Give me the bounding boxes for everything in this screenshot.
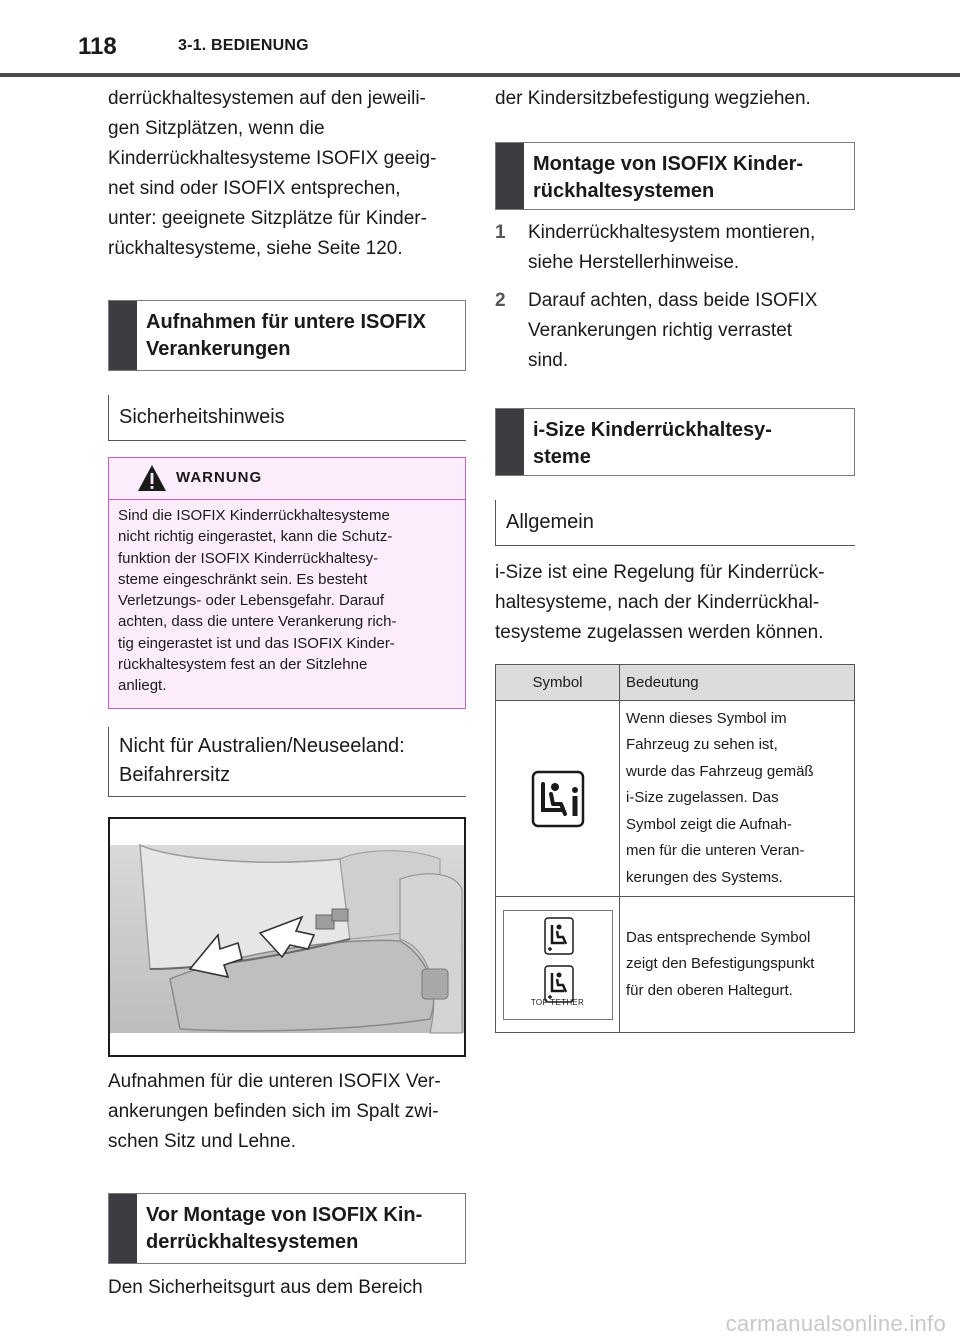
section-title-line: Verankerungen [146,338,291,360]
section-title-line: Montage von ISOFIX Kinder- [533,153,804,175]
column-header-meaning: Bedeutung [620,665,855,701]
caption-paragraph [108,1067,466,1157]
text-line: unter: geeignete Sitzplätze für Kinder- [108,208,427,229]
table-row [496,897,855,1033]
section-bar [109,301,137,370]
top-tether-anchor-icon [544,917,574,955]
text-line: gen Sitzplätzen, wenn die [108,118,325,139]
text-line: i-Size ist eine Regelung für Kinderrück- [495,562,825,583]
text-line: Aufnahmen für die unteren ISOFIX Ver- [108,1070,441,1092]
cell-line: Wenn dieses Symbol im [626,709,787,727]
step-line: Kinderrückhaltesystem montieren, [528,222,816,243]
cell-line: kerungen des Systems. [626,868,783,886]
cell-line: zeigt den Befestigungspunkt [626,955,815,973]
text-line: Kinderrückhaltesysteme ISOFIX geeig- [108,148,437,169]
warning-line: achten, dass die untere Verankerung rich- [118,613,397,631]
section-bar [496,143,524,209]
warning-line: Sind die ISOFIX Kinderrückhaltesysteme [118,507,390,524]
subheading-general: Allgemein [495,500,855,546]
section-heading-isize [495,408,855,476]
step-number: 1 [495,222,506,243]
section-title-line: steme [533,446,591,468]
warning-line: rückhaltesystem fest an der Sitzlehne [118,656,368,674]
chapter-title: 3-1. BEDIENUNG [178,37,309,54]
column-header-symbol: Symbol [496,665,620,701]
warning-line: tig eingerastet ist und das ISOFIX Kinder- [118,634,395,652]
meaning-cell [620,897,855,1033]
section-title-line: Vor Montage von ISOFIX Kin- [146,1203,423,1226]
header-rule [0,73,960,77]
section-title-line: rückhaltesystemen [533,180,715,202]
right-column [495,84,855,1033]
section-title-line: derrückhaltesystemen [146,1230,359,1253]
step-item [495,218,855,278]
cell-line: men für die unteren Veran- [626,842,805,860]
section-bar [496,409,524,475]
bottom-paragraph: Den Sicherheitsgurt aus dem Bereich [108,1276,423,1298]
intro-paragraph [108,84,466,264]
page-number: 118 [78,33,117,60]
warning-triangle-icon [137,464,167,492]
step-line: Darauf achten, dass beide ISOFIX [528,290,818,311]
warning-line: steme eingeschränkt sein. Es besteht [118,570,368,588]
mounting-steps [495,218,855,376]
top-tether-symbol-frame [503,910,613,1020]
text-line: haltesysteme, nach der Kinderrückhal- [495,592,820,613]
continued-paragraph: der Kindersitzbefestigung wegziehen. [495,88,811,109]
section-heading-isofix-anchors [108,300,466,371]
warning-title: WARNUNG [176,469,263,486]
section-bar [109,1194,137,1263]
isize-paragraph [495,558,855,648]
cell-line: Symbol zeigt die Aufnah- [626,815,792,833]
warning-line: Verletzungs- oder Lebensgefahr. Darauf [118,592,385,610]
table-header-row [496,665,855,701]
warning-line: anliegt. [118,677,167,695]
section-title-line: Aufnahmen für untere ISOFIX [146,311,427,333]
cell-line: i-Size zugelassen. Das [626,789,779,807]
cell-line: wurde das Fahrzeug gemäß [626,762,814,780]
left-column [108,84,466,1303]
step-line: sind. [528,350,569,371]
step-number: 2 [495,290,506,311]
text-line: derrückhaltesystemen auf den jeweili- [108,88,426,109]
text-line: schen Sitz und Lehne. [108,1130,297,1152]
section-heading-before-mounting [108,1193,466,1264]
cell-line: für den oberen Haltegurt. [626,981,793,999]
subheading-safety-note: Sicherheitshinweis [108,395,466,441]
symbol-cell [496,897,620,1033]
top-tether-label: TOP TETHER [530,998,585,1007]
seat-isofix-illustration [108,817,466,1057]
text-line: rückhaltesysteme, siehe Seite 120. [108,238,403,259]
warning-header [109,458,465,500]
symbol-table [495,664,855,1033]
section-title-line: i-Size Kinderrückhaltesy- [533,419,772,441]
section-heading-mounting [495,142,855,210]
meaning-cell [620,701,855,897]
seat-image [110,819,464,1055]
warning-box [108,457,466,709]
step-line: Verankerungen richtig verrastet [528,320,793,341]
warning-line: funktion der ISOFIX Kinderrückhaltesy- [118,549,379,567]
text-line: ankerungen befinden sich im Spalt zwi- [108,1100,439,1122]
cell-line: Das entsprechende Symbol [626,928,811,946]
cell-line: Fahrzeug zu sehen ist, [626,736,778,754]
text-line: net sind oder ISOFIX entsprechen, [108,178,401,199]
text-line: tesysteme zugelassen werden können. [495,622,824,643]
step-line: siehe Herstellerhinweise. [528,252,740,273]
step-item [495,286,855,376]
warning-body [109,500,465,708]
subheading-region: Nicht für Australien/Neuseeland: Beifahrersitz [108,727,466,797]
symbol-cell [496,701,620,897]
watermark: carmanualsonline.info [725,1311,946,1336]
table-row [496,701,855,897]
isize-child-seat-icon [531,770,585,828]
warning-line: nicht richtig eingerastet, kann die Schutz- [118,528,393,546]
